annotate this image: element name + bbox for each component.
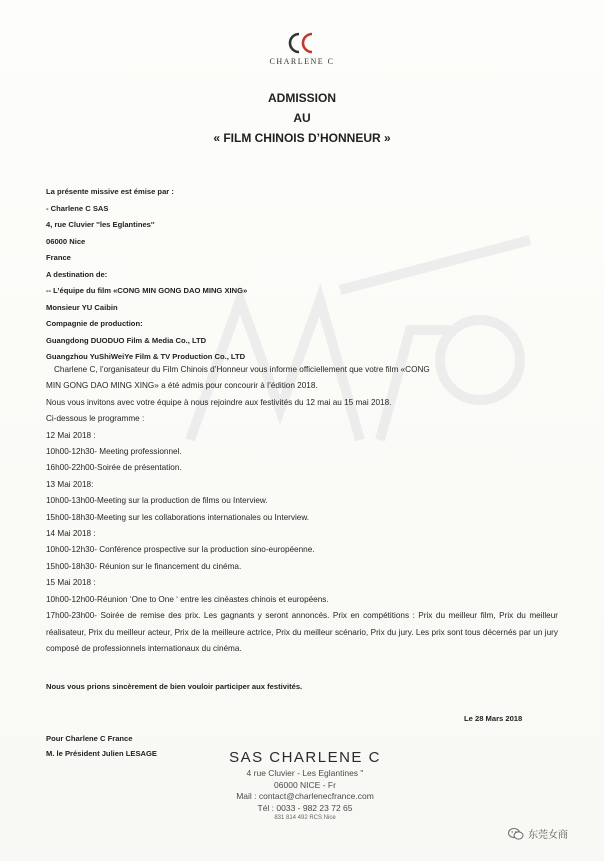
title-line-2: AU bbox=[293, 111, 311, 125]
company-logo bbox=[262, 30, 342, 66]
programme-item: 10h00-12h00-Réunion ‘One to One ‘ entre les cinéastes chinois et européens. bbox=[46, 594, 329, 604]
sender-line: 06000 Nice bbox=[46, 236, 86, 246]
day-heading: 14 Mai 2018 : bbox=[46, 529, 96, 539]
recipient-line: A destination de: bbox=[46, 269, 108, 279]
signature-line-1: Pour Charlene C France bbox=[46, 734, 133, 743]
wechat-icon bbox=[508, 827, 524, 841]
stamp-city: 06000 NICE - Fr bbox=[274, 779, 336, 790]
sender-line: La présente missive est émise par : bbox=[46, 187, 174, 196]
programme-item: 15h00-18h30-Meeting sur les collaborations internationales ou Interview. bbox=[46, 512, 310, 522]
signature-line-2: M. le Président Julien LESAGE bbox=[46, 749, 157, 758]
day-heading: 13 Mai 2018: bbox=[46, 479, 94, 489]
intro-line: Charlene C, l’organisateur du Film Chinois d’Honneur vous informe officiellement que votre film «CONG bbox=[54, 365, 430, 374]
sender-line: France bbox=[46, 253, 71, 262]
day-heading: 12 Mai 2018 : bbox=[46, 430, 96, 440]
programme-item: 10h00-12h30- Meeting professionnel. bbox=[46, 447, 182, 457]
wechat-account-badge bbox=[508, 826, 568, 841]
company-stamp bbox=[190, 748, 420, 823]
programme-label: Ci-dessous le programme : bbox=[46, 414, 145, 424]
day-heading: 15 Mai 2018 : bbox=[46, 578, 96, 588]
wechat-account-name: 东莞女商 bbox=[528, 830, 568, 841]
closing-sentence: Nous vous prions sincèrement de bien vouloir participer aux festivités. bbox=[46, 682, 303, 691]
programme-item: 10h00-12h30- Conférence prospective sur la production sino-européenne. bbox=[46, 545, 315, 555]
logo-text: CHARLENE C bbox=[269, 57, 335, 66]
programme-item: 15h00-18h30- Réunion sur le financement du cinéma. bbox=[46, 561, 242, 571]
recipient-line: Compagnie de production: bbox=[46, 319, 143, 328]
cc-logo-icon bbox=[282, 30, 322, 56]
stamp-mail: Mail : contact@charlenecfrance.com bbox=[236, 791, 374, 801]
programme-item-awards: 17h00-23h00- Soirée de remise des prix. Les gagnants y seront annoncés. Prix en compétitions : Prix du meilleur film, Prix du meilleur réalisateur, Prix du meilleur acteur, Prix de la meilleure actrice, Prix du meilleur scénario, Prix du jury. Les prix sont tous décernés par un jury composé de professionnels internationaux du cinéma. bbox=[46, 611, 558, 653]
stamp-company-name: SAS CHARLENE C bbox=[229, 749, 381, 766]
document-title bbox=[0, 88, 604, 148]
title-line-1: ADMISSION bbox=[267, 91, 336, 105]
sender-line: - Charlene C SAS bbox=[46, 203, 109, 213]
stamp-address: 4 rue Cluvier - Les Eglantines " bbox=[246, 768, 364, 778]
signature-block bbox=[46, 731, 157, 761]
recipient-line: Monsieur YU Caibin bbox=[46, 302, 118, 312]
invite-line: Nous vous invitons avec votre équipe à nous rejoindre aux festivités du 12 mai au 15 mai 2018. bbox=[46, 397, 392, 407]
programme-item: 16h00-22h00-Soirée de présentation. bbox=[46, 463, 182, 473]
programme-item: 10h00-13h00-Meeting sur la production de films ou Interview. bbox=[46, 496, 268, 506]
recipient-line: Guangzhou YuShiWeiYe Film & TV Production Co., LTD bbox=[46, 352, 246, 361]
title-line-3: « FILM CHINOIS D’HONNEUR » bbox=[213, 131, 391, 145]
sender-recipient-block bbox=[46, 184, 247, 366]
recipient-line: Guangdong DUODUO Film & Media Co., LTD bbox=[46, 335, 207, 345]
stamp-tel: Tél : 0033 - 982 23 72 65 bbox=[257, 802, 353, 813]
stamp-rcs: 831 814 492 RCS Nice bbox=[274, 815, 336, 821]
sender-line: 4, rue Cluvier ''les Eglantines'' bbox=[46, 220, 155, 229]
letter-body bbox=[46, 362, 558, 657]
letter-date: Le 28 Mars 2018 bbox=[464, 714, 523, 723]
intro-line: MIN GONG DAO MING XING» a été admis pour concourir à l’édition 2018. bbox=[46, 381, 318, 391]
recipient-line: -- L’équipe du film «CONG MIN GONG DAO MING XING» bbox=[46, 286, 248, 295]
